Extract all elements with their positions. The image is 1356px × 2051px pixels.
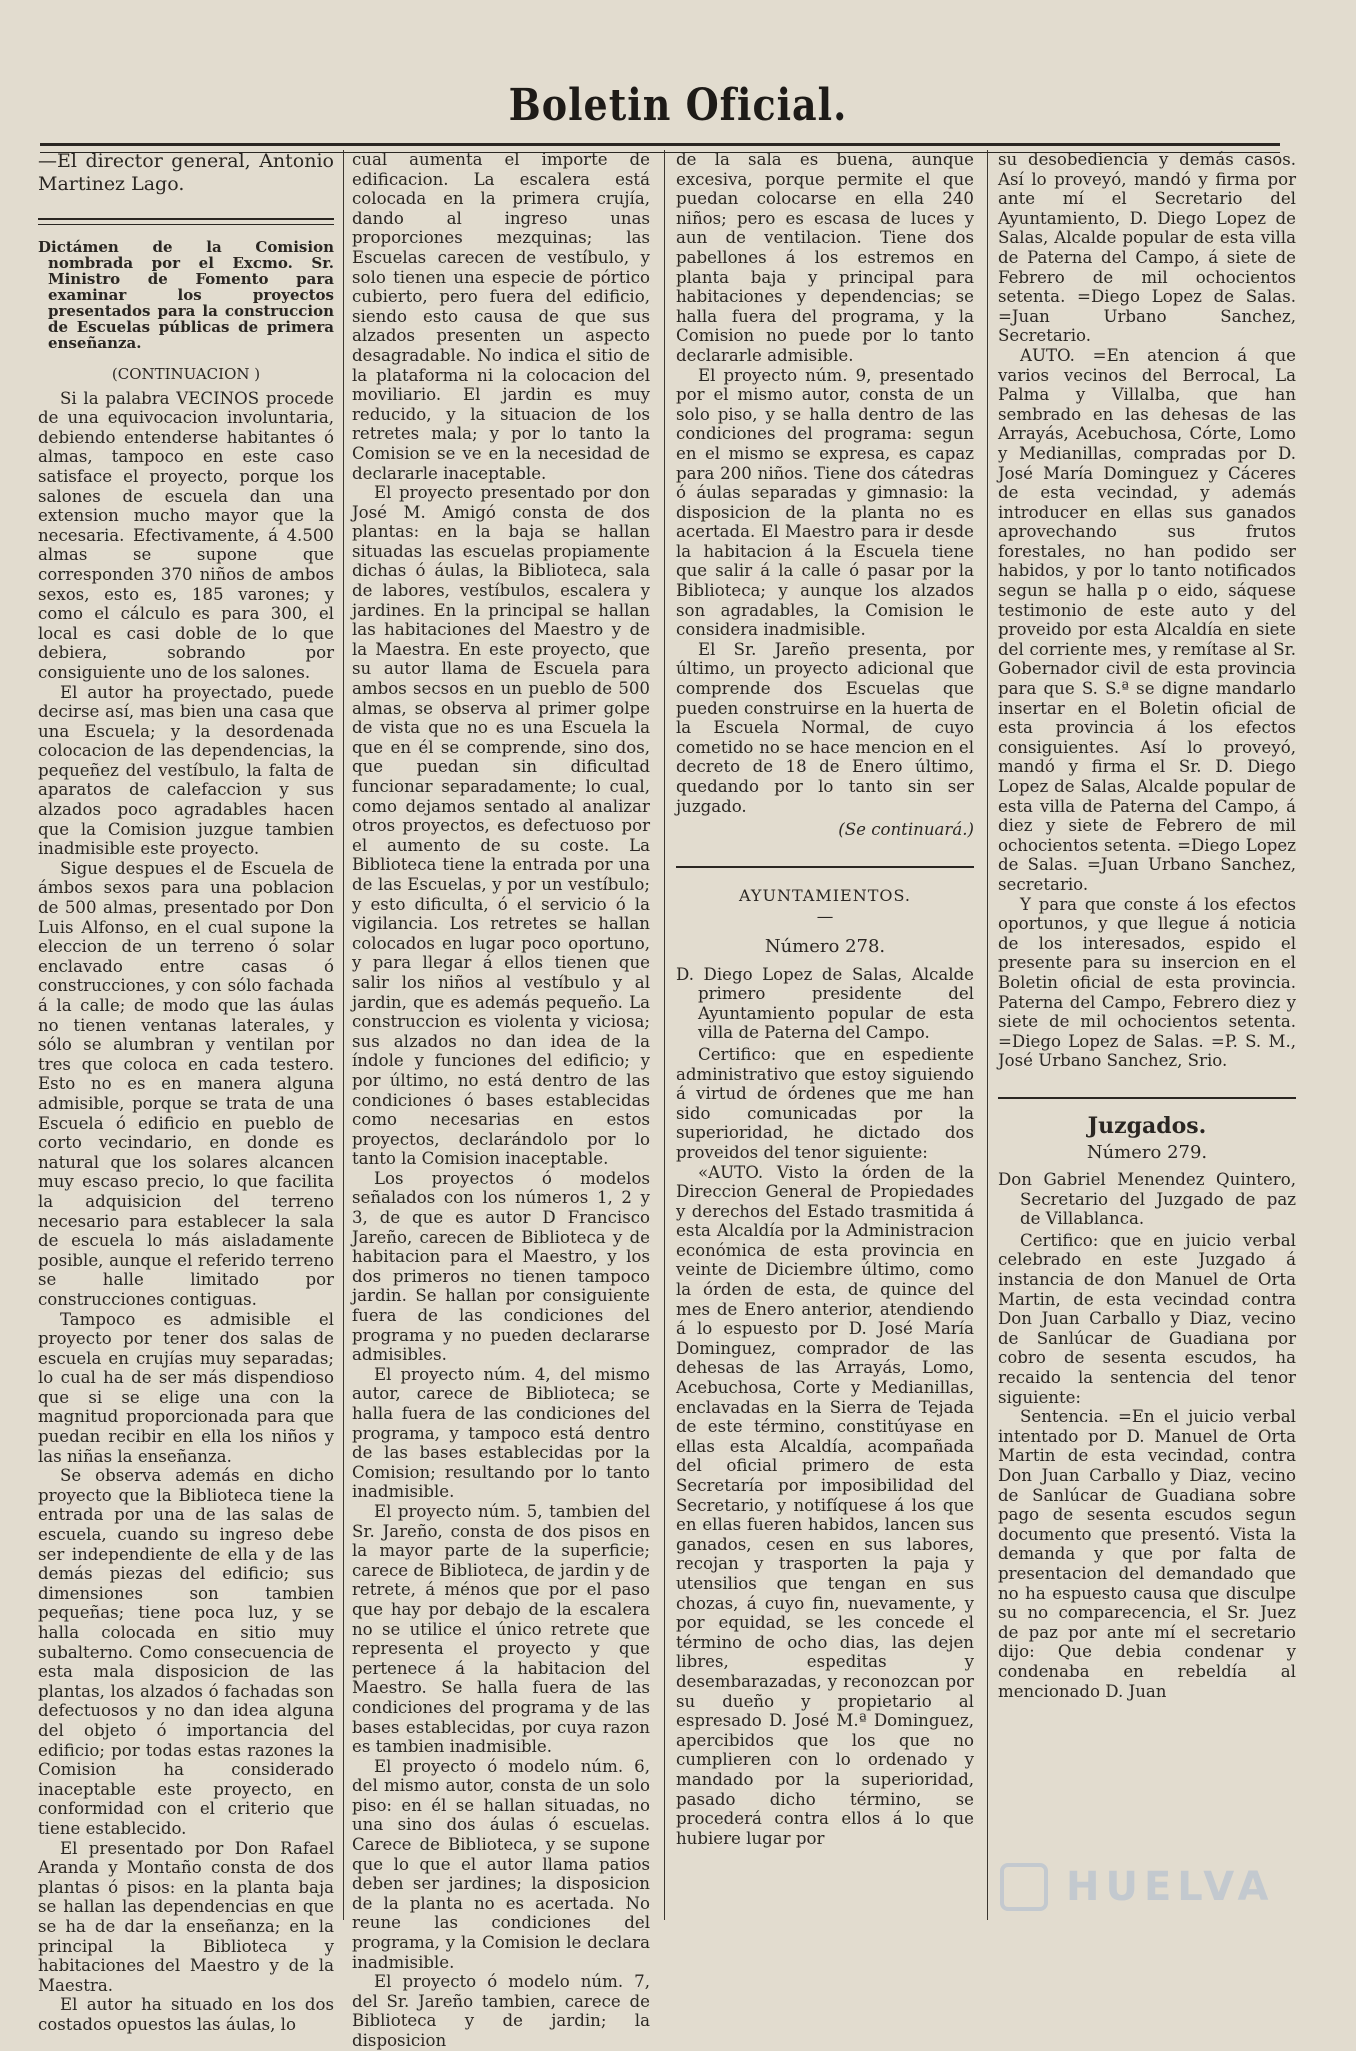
column-divider	[664, 150, 665, 1920]
paragraph: El proyecto núm. 5, tambien del Sr. Jareño, consta de dos pisos en la mayor parte de la superficie; carece de Biblioteca, de jardin y de retrete, á ménos que por el paso que hay por debajo de la escalera no se utilice el único retrete que representa el proyecto y que pertenece á la habitacion del Maestro. Se halla fuera de las condiciones del programa y de las bases establecidas, por cuya razon es tambien inadmisible.	[352, 1501, 650, 1757]
continuation-note: (Se continuará.)	[838, 820, 974, 840]
notice-intro: Don Gabriel Menendez Quintero, Secretario del Juzgado de paz de Villablanca.	[998, 1170, 1296, 1229]
column-divider	[987, 150, 988, 1920]
watermark-text: HUELVA	[1066, 1864, 1275, 1910]
paragraph: AUTO. =En atencion á que varios vecinos del Berrocal, La Palma y Villalba, que han sembrado en las dehesas de las Arrayás, Acebuchosa, Córte, Lomo y Medianillas, compradas por D. José María Dominguez y Cáceres de esta vecindad, y además introducer en ellas sus ganados aprovechando sus frutos forestales, no han podido ser habidos, y por lo tanto notificados segun se halla p o eido, sáquese testimonio de este auto y del proveido por esta Alcaldía en siete del corriente mes, y remítase al Sr. Gobernador civil de esta provincia para que S. S.ª se digne mandarlo insertar en el Boletin oficial de esta provincia á los efectos consiguientes. Así lo proveyó, mandó y firma el Sr. D. Diego Lopez de Salas, Alcalde popular de esta villa de Paterna del Campo, á diez y siete de Febrero de mil ochocientos setenta. =Diego Lopez de Salas. =Juan Urbano Sanchez, secretario.	[998, 345, 1296, 894]
paragraph: Certifico: que en espediente administrativo que estoy siguiendo á virtud de órdenes que me han sido comunicadas por la superioridad, he dictado dos proveidos del tenor siguiente:	[676, 1044, 974, 1162]
column-2	[352, 150, 650, 2050]
watermark-stamp	[1000, 1862, 1300, 1918]
notice-intro: D. Diego Lopez de Salas, Alcalde primero presidente del Ayuntamiento popular de esta villa de Paterna del Campo.	[676, 964, 974, 1043]
paragraph: El autor ha situado en los dos costados opuestos las áulas, lo	[38, 1995, 334, 2034]
divider	[676, 866, 974, 868]
divider	[998, 1097, 1296, 1099]
paragraph: su desobediencia y demás casos. Así lo proveyó, mandó y firma por ante mí el Secretario del Ayuntamiento, D. Diego Lopez de Salas, Alcalde popular de esta villa de Paterna del Campo, á siete de Febrero de mil ochocientos setenta. =Diego Lopez de Salas. =Juan Urbano Sanchez, Secretario.	[998, 150, 1296, 346]
paragraph: Se observa además en dicho proyecto que la Biblioteca tiene la entrada por una de las salas de escuela, cuando su ingreso debe ser independiente de ella y de las demás piezas del edificio; sus dimensiones son tambien pequeñas; tiene poca luz, y se halla colocada en sitio muy subalterno. Como consecuencia de esta mala disposicion de las plantas, los alzados ó fachadas son defectuosos y no dan idea alguna del objeto ó importancia del edificio; por todas estas razones la Comision ha considerado inaceptable este proyecto, en conformidad con el criterio que tiene establecido.	[38, 1466, 334, 1838]
paragraph: Tampoco es admisible el proyecto por tener dos salas de escuela en crujías muy separadas; lo cual ha de ser más dispendioso que si se elige una con la magnitud proporcionada para que puedan recibir en ella los niños y las niñas la enseñanza.	[38, 1309, 334, 1466]
article-heading: Dictámen de la Comision nombrada por el Excmo. Sr. Ministro de Fomento para examinar los proyectos presentados para la construccion de Escuelas públicas de primera enseñanza.	[38, 238, 334, 352]
item-number: Número 278.	[764, 935, 886, 957]
paragraph: de la sala es buena, aunque excesiva, porque permite el que puedan colocarse en ella 240 niños; pero es escasa de luces y aun de ventilacion. Tiene dos pabellones á los estremos en planta baja y principal para habitaciones y dependencias; se halla fuera del programa, y la Comision no puede por lo tanto declararle admisible.	[676, 150, 974, 365]
column-4	[998, 150, 1296, 1920]
paragraph: El presentado por Don Rafael Aranda y Montaño consta de dos plantas ó pisos: en la planta baja se hallan las dependencias en que se ha de dar la enseñanza; en la principal la Biblioteca y habitaciones del Maestro y de la Maestra.	[38, 1838, 334, 1995]
paragraph: Certifico: que en juicio verbal celebrado en este Juzgado á instancia de don Manuel de Orta Martin, de esta vecindad contra Don Juan Carballo y Diaz, vecino de Sanlúcar de Guadiana por cobro de sesenta escudos, ha recaido la sentencia del tenor siguiente:	[998, 1230, 1296, 1407]
watermark-logo-icon	[1000, 1863, 1048, 1911]
paragraph: El proyecto ó modelo núm. 6, del mismo autor, consta de un solo piso: en él se hallan situadas, no una sino dos áulas ó escuelas. Carece de Biblioteca, y se supone que lo que el autor llama patios deben ser jardines; la disposicion de la planta no es acertada. No reune las condiciones del programa, y la Comision le declara inadmisible.	[352, 1756, 650, 1972]
paragraph: Si la palabra VECINOS procede de una equivocacion involuntaria, debiendo entenderse habitantes ó almas, tampoco en este caso satisface el proyecto, porque los salones de escuela dan una extension mucho mayor que la necesaria. Efectivamente, á 4.500 almas se supone que corresponden 370 niños de ambos sexos, esto es, 185 varones; y como el cálculo es para 300, el local es casi doble de lo que debiera, sobrando por consiguiente uno de los salones.	[38, 388, 334, 682]
paragraph: El proyecto núm. 9, presentado por el mismo autor, consta de un solo piso, y se halla dentro de las condiciones del programa: segun en el mismo se expresa, es capaz para 200 niños. Tiene dos cátedras ó áulas separadas y gimnasio: la disposicion de la planta no es acertada. El Maestro para ir desde la habitacion á la Escuela tiene que salir á la calle ó pasar por la Biblioteca; y aunque los alzados son agradables, la Comision le considera inadmisible.	[676, 365, 974, 640]
column-divider	[343, 150, 344, 1920]
paragraph: El autor ha proyectado, puede decirse así, mas bien una casa que una Escuela; y la desordenada colocacion de las dependencias, la pequeñez del vestíbulo, la falta de aparatos de calefaccion y sus alzados poco agradables hacen que la Comision juzgue tambien inadmisible este proyecto.	[38, 682, 334, 859]
section-heading: Juzgados.	[1087, 1112, 1207, 1139]
column-3	[676, 150, 974, 1920]
paragraph: Y para que conste á los efectos oportunos, y que llegue á noticia de los interesados, espido el presente para su insercion en el Boletin oficial de esta provincia. Paterna del Campo, Febrero diez y siete de mil ochocientos setenta. =Diego Lopez de Salas. =P. S. M., José Urbano Sanchez, Srio.	[998, 894, 1296, 1071]
column-1	[38, 150, 334, 2034]
paragraph: Los proyectos ó modelos señalados con los números 1, 2 y 3, de que es autor D Francisco Jareño, carecen de Biblioteca y de habitacion para el Maestro, y los dos primeros no tienen tampoco jardin. Se hallan por consiguiente fuera de las condiciones del programa y no pueden declararse admisibles.	[352, 1168, 650, 1365]
paragraph: El proyecto presentado por don José M. Amigó consta de dos plantas: en la baja se hallan situadas las escuelas propiamente dichas ó áulas, la Biblioteca, sala de labores, vestíbulos, escalera y jardines. En la principal se hallan las habitaciones del Maestro y de la Maestra. En este proyecto, que su autor llama de Escuela para ambos secsos en un pueblo de 500 almas, se observa al primer golpe de vista que no es una Escuela la que en él se comprende, sino dos, que puedan sin dificultad funcionar separadamente; lo cual, como dejamos sentado al analizar otros proyectos, es defectuoso por el aumento de su coste. La Biblioteca tiene la entrada por una de las Escuelas, y por un vestíbulo; y esto dificulta, ó el servicio ó la vigilancia. Los retretes se hallan colocados en lugar poco oportuno, y para llegar á ellos tienen que salir los niños al vestíbulo y al jardin, que es además pequeño. La construccion es violenta y viciosa; sus alzados no dan idea de la índole y funciones del edificio; y por último, no está dentro de las condiciones ó bases establecidas como necesarias en estos proyectos, declarándolo por lo tanto la Comision inaceptable.	[352, 483, 650, 1169]
paragraph: cual aumenta el importe de edificacion. La escalera está colocada en la primera crujía, dando al ingreso unas proporciones mezquinas; las Escuelas carecen de vestíbulo, y solo tienen una especie de pórtico cubierto, pero fuera del edificio, siendo esto causa de que sus alzados presenten un aspecto desagradable. No indica el sitio de la plataforma ni la colocacion del moviliario. El jardin es muy reducido, y la situacion de los retretes mala; y por lo tanto la Comision se ve en la necesidad de declararle inaceptable.	[352, 150, 650, 483]
paragraph: Sentencia. =En el juicio verbal intentado por D. Manuel de Orta Martin de esta vecindad, contra Don Juan Carballo y Diaz, vecino de Sanlúcar de Guadiana sobre pago de sesenta escudos segun documento que presentó. Vista la demanda y que por falta de presentacion del demandado que no ha espuesto causa que disculpe su no comparecencia, el Sr. Juez de paz por ante mí el secretario dijo: Que debia condenar y condenaba en rebeldía al mencionado D. Juan	[998, 1407, 1296, 1701]
paragraph: «AUTO. Visto la órden de la Direccion General de Propiedades y derechos del Estado trasmitida á esta Alcaldía por la Administracion económica de esta provincia en veinte de Diciembre último, como la órden de esta, de quince del mes de Enero anterior, atendiendo á lo espuesto por D. José María Dominguez, comprador de las dehesas de las Arrayás, Lomo, Acebuchosa, Corte y Medianillas, enclavadas en la Sierra de Tejada de este término, constitúyase en ellas esta Alcaldía, acompañada del oficial primero de esta Secretaría por imposibilidad del Secretario, y notifíquese á los que en ellas fueren habidos, lancen sus ganados, cesen en sus labores, recojan y trasporten la paja y utensilios que tengan en sus chozas, á cuyo fin, nuevamente, y por equidad, se les concede el término de ocho dias, las dejen libres, espeditas y desembarazadas, y reconozcan por su dueño y propietario al espresado D. José M.ª Dominguez, apercibidos que los que no cumplieren con lo ordenado y mandado por la superioridad, pasado dicho término, se procederá contra ellos á lo que hubiere lugar por	[676, 1162, 974, 1848]
paragraph: Sigue despues el de Escuela de ámbos sexos para una poblacion de 500 almas, presentado por Don Luis Alfonso, en el cual supone la eleccion de un terreno ó solar enclavado entre casas ó construcciones, y con sólo fachada á la calle; de modo que las áulas no tienen ventanas laterales, y sólo se alumbran y ventilan por tres que coloca en cada testero. Esto no es en manera alguna admisible, porque se trata de una Escuela ó edificio en pueblo de corto vecindario, en donde es natural que los solares alcancen muy escaso precio, lo que facilita la adquisicion del terreno necesario para establecer la sala de escuela lo más aisladamente posible, aunque el referido terreno se halle limitado por construcciones contiguas.	[38, 858, 334, 1309]
dash: —	[816, 907, 834, 927]
paragraph: El proyecto núm. 4, del mismo autor, carece de Biblioteca; se halla fuera de las condiciones del programa, y tampoco está dentro de las bases establecidas por la Comision; resultando por lo tanto inadmisible.	[352, 1364, 650, 1502]
masthead-title: Boletin Oficial.	[508, 78, 848, 131]
director-signature: —El director general, Antonio Martinez Lago.	[38, 150, 334, 195]
divider	[38, 218, 334, 225]
section-heading: AYUNTAMIENTOS.	[739, 885, 911, 905]
paragraph: El proyecto ó modelo núm. 7, del Sr. Jareño tambien, carece de Biblioteca y de jardin; la disposicion	[352, 1972, 650, 2050]
paragraph: El Sr. Jareño presenta, por último, un proyecto adicional que comprende dos Escuelas que pueden construirse en la huerta de la Escuela Normal, de cuyo cometido no se hace mencion en el decreto de 18 de Enero último, quedando por lo tanto sin ser juzgado.	[676, 639, 974, 816]
item-number: Número 279.	[1086, 1141, 1208, 1163]
continuation-label: (CONTINUACION )	[111, 365, 261, 383]
